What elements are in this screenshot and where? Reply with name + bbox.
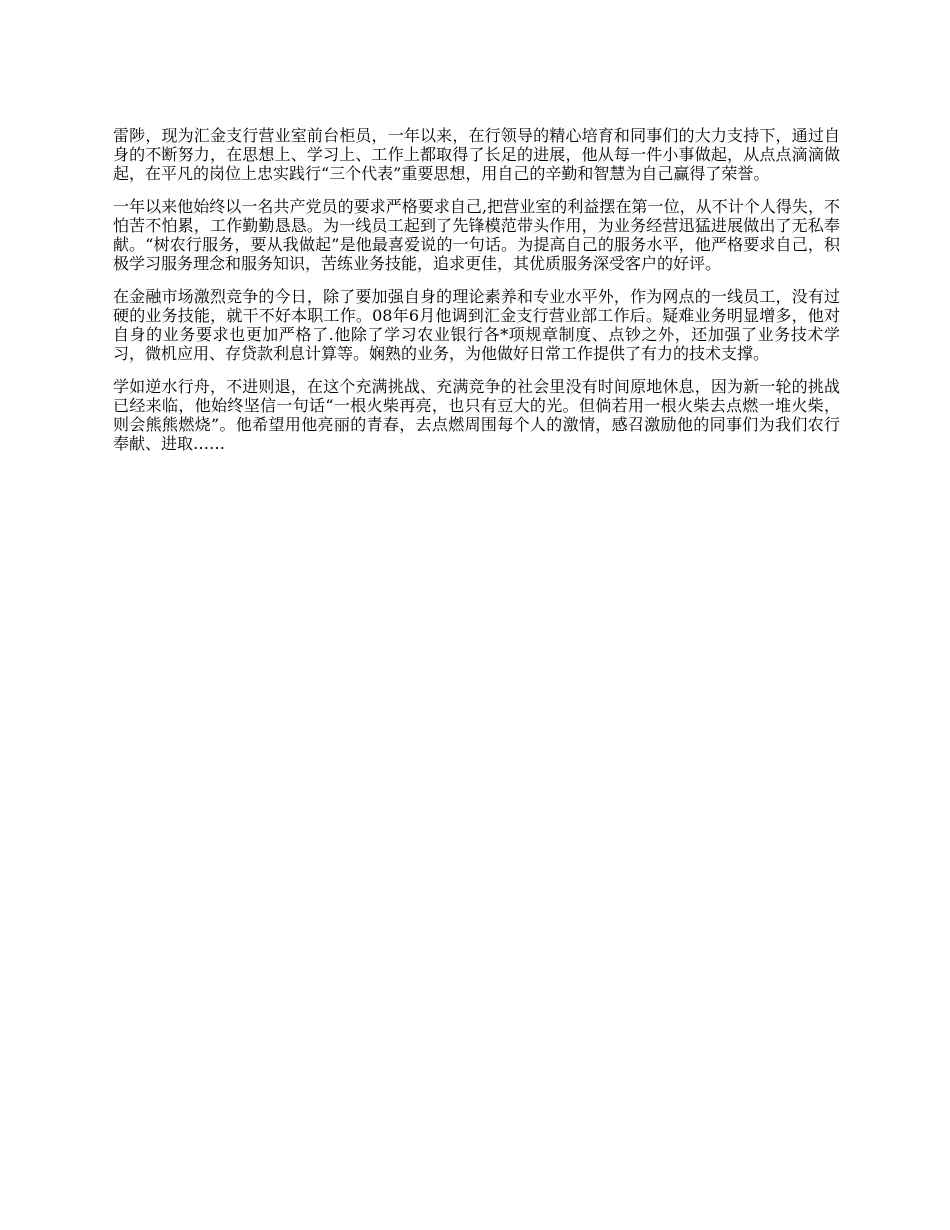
paragraph-3: 在金融市场激烈竞争的今日，除了要加强自身的理论素养和专业水平外，作为网点的一线员工，没有过硬的业务技能，就干不好本职工作。08年6月他调到汇金支行营业部工作后。疑难业务明显增多，他对自身的业务要求也更加严格了.他除了学习农业银行各*项规章制度、点钞之外，还加强了业务技术学习，微机应用、存贷款利息计算等。娴熟的业务，为他做好日常工作提供了有力的技术支撑。 (113, 287, 840, 363)
paragraph-4: 学如逆水行舟，不进则退，在这个充满挑战、充满竞争的社会里没有时间原地休息，因为新一轮的挑战已经来临，他始终坚信一句话“一根火柴再亮，也只有豆大的光。但倘若用一根火柴去点燃一堆火柴，则会熊熊燃烧”。他希望用他亮丽的青春，去点燃周围每个人的激情，感召激励他的同事们为我们农行奉献、进取…… (113, 377, 840, 453)
document-body (113, 126, 840, 467)
paragraph-1: 雷陟，现为汇金支行营业室前台柜员，一年以来，在行领导的精心培育和同事们的大力支持下，通过自身的不断努力，在思想上、学习上、工作上都取得了长足的进展，他从每一件小事做起，从点点滴滴做起，在平凡的岗位上忠实践行“三个代表”重要思想，用自己的辛勤和智慧为自己赢得了荣誉。 (113, 126, 840, 183)
paragraph-2: 一年以来他始终以一名共产党员的要求严格要求自己,把营业室的利益摆在第一位，从不计个人得失，不怕苦不怕累，工作勤勤恳恳。为一线员工起到了先锋模范带头作用，为业务经营迅猛进展做出了无私奉献。“树农行服务，要从我做起”是他最喜爱说的一句话。为提高自己的服务水平，他严格要求自己，积极学习服务理念和服务知识，苦练业务技能，追求更佳，其优质服务深受客户的好评。 (113, 197, 840, 273)
